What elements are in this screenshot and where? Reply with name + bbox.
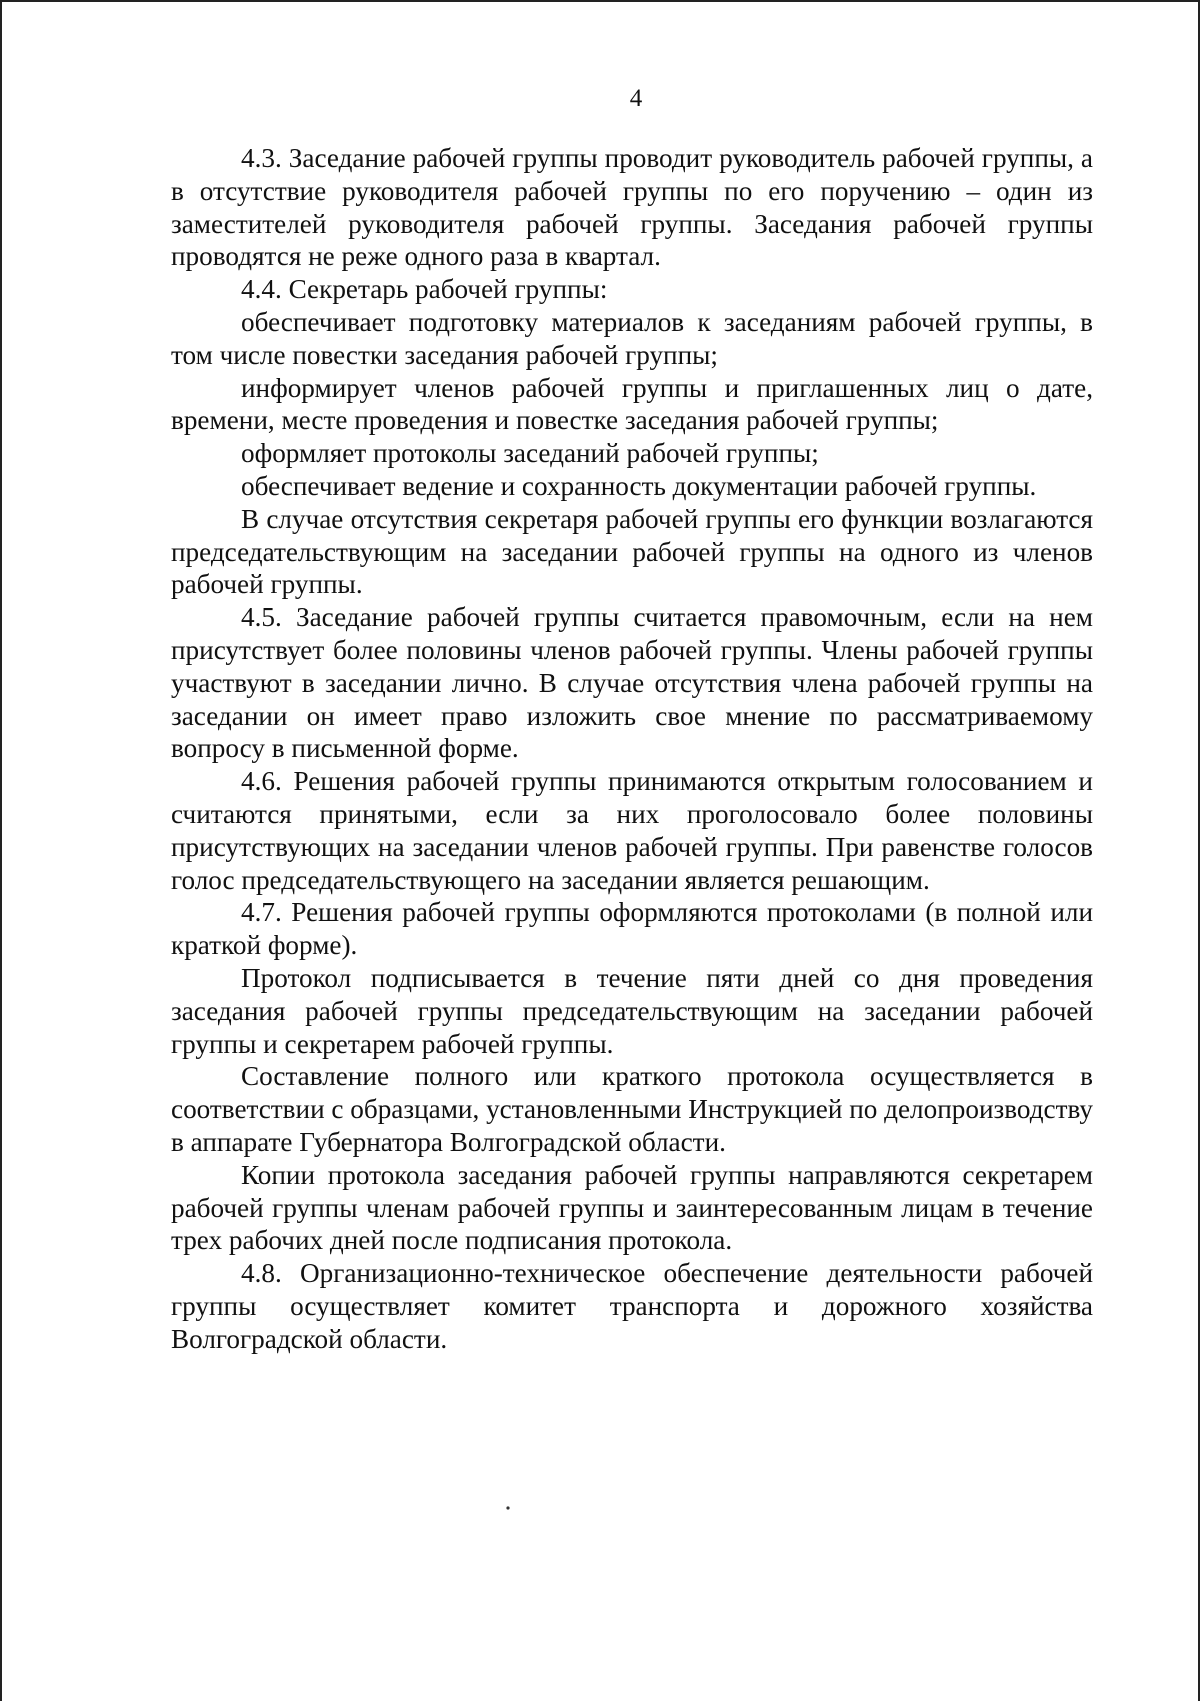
- paragraph-secretary-duty-inform: информирует членов рабочей группы и приглашенных лиц о дате, времени, месте проведения и повестке заседания рабочей группы;: [171, 372, 1093, 436]
- page-number: 4: [629, 85, 643, 112]
- paragraph-secretary-duty-documentation: обеспечивает ведение и сохранность документации рабочей группы.: [241, 470, 1037, 501]
- paragraph-secretary-duty-protocols: оформляет протоколы заседаний рабочей группы;: [241, 438, 819, 469]
- paragraph-protocol-copies: Копии протокола заседания рабочей группы направляются секретарем рабочей группы членам рабочей группы и заинтересованным лицам в течение трех рабочих дней после подписания протокола.: [171, 1159, 1093, 1256]
- paragraph-4-3: 4.3. Заседание рабочей группы проводит руководитель рабочей группы, а в отсутствие руководителя рабочей группы по его поручению – один из заместителей руководителя рабочей группы. Заседания рабочей группы проводятся не реже одного раза в квартал.: [171, 143, 1093, 272]
- paragraph-4-4: 4.4. Секретарь рабочей группы:: [241, 274, 608, 305]
- paragraph-secretary-absence: В случае отсутствия секретаря рабочей группы его функции возлагаются председательствующим на заседании рабочей группы на одного из членов рабочей группы.: [171, 503, 1093, 600]
- document-body: [171, 142, 1093, 1355]
- paragraph-protocol-signing: Протокол подписывается в течение пяти дней со дня проведения заседания рабочей группы председательствующим на заседании рабочей группы и секретарем рабочей группы.: [171, 962, 1093, 1059]
- paragraph-4-5: 4.5. Заседание рабочей группы считается правомочным, если на нем присутствует более половины членов рабочей группы. Члены рабочей группы участвуют в заседании лично. В случае отсутствия члена рабочей группы на заседании он имеет право изложить свое мнение по рассматриваемому вопросу в письменной форме.: [171, 602, 1093, 764]
- paragraph-4-8: 4.8. Организационно-техническое обеспечение деятельности рабочей группы осуществляет комитет транспорта и дорожного хозяйства Волгоградской области.: [171, 1258, 1093, 1354]
- paragraph-4-7: 4.7. Решения рабочей группы оформляются протоколами (в полной или краткой форме).: [171, 897, 1093, 961]
- paragraph-4-6: 4.6. Решения рабочей группы принимаются открытым голосованием и считаются принятыми, если за них проголосовало более половины присутствующих на заседании членов рабочей группы. При равенстве голосов голос председательствующего на заседании является решающим.: [171, 766, 1093, 895]
- paragraph-protocol-format: Составление полного или краткого протокола осуществляется в соответствии с образцами, установленными Инструкцией по делопроизводству в аппарате Губернатора Волгоградской области.: [171, 1061, 1093, 1157]
- paragraph-secretary-duty-materials: обеспечивает подготовку материалов к заседаниям рабочей группы, в том числе повестки заседания рабочей группы;: [171, 306, 1093, 370]
